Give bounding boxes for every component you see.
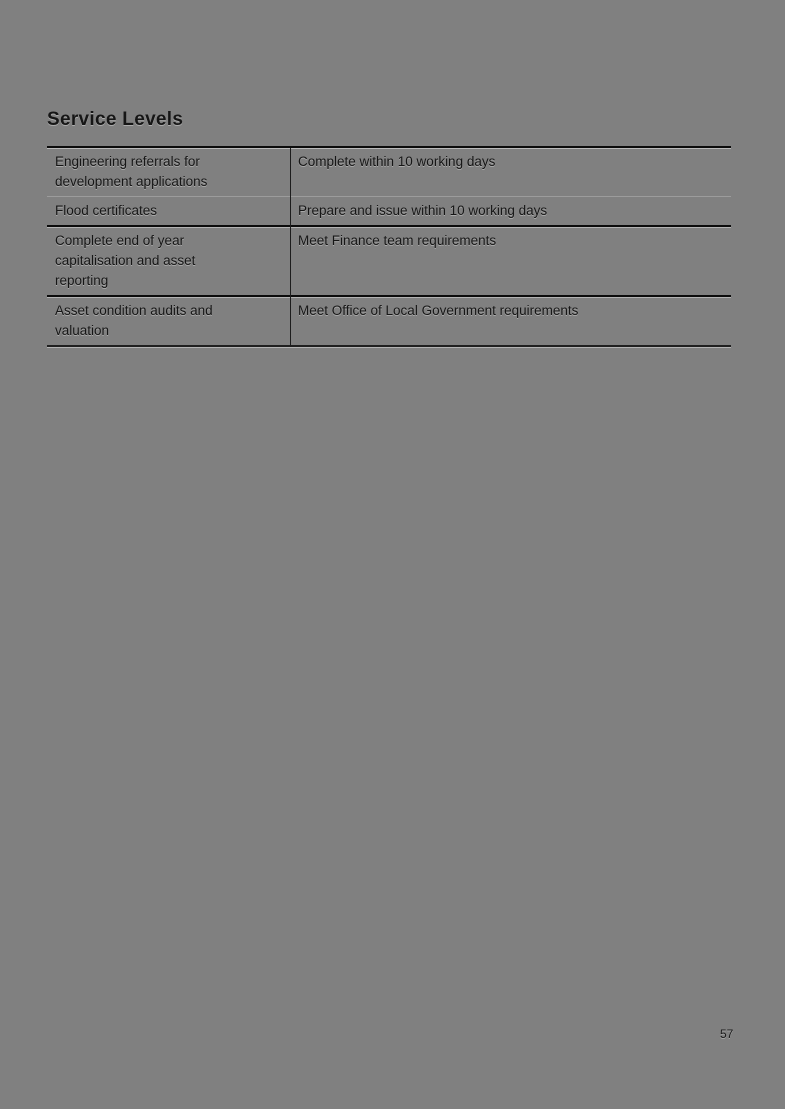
service-text: Complete end of year capitalisation and asset reporting <box>55 233 196 288</box>
service-levels-table <box>47 146 731 347</box>
service-cell <box>47 197 290 225</box>
table-row <box>47 297 731 347</box>
service-cell <box>47 297 290 345</box>
page-title: Service Levels <box>47 109 184 130</box>
level-cell: Meet Office of Local Government requirements <box>298 303 579 318</box>
table-row <box>47 197 731 227</box>
service-text: Asset condition audits and valuation <box>55 303 213 338</box>
level-cell: Complete within 10 working days <box>298 154 496 169</box>
column-divider <box>290 148 291 347</box>
level-cell: Prepare and issue within 10 working days <box>298 203 548 218</box>
service-text: Flood certificates <box>55 203 158 218</box>
service-cell <box>47 148 290 196</box>
table-row <box>47 227 731 297</box>
level-cell: Meet Finance team requirements <box>298 233 497 248</box>
page-number: 57 <box>720 1027 734 1041</box>
table-row <box>47 148 731 197</box>
service-cell <box>47 227 290 295</box>
service-text: Engineering referrals for development applications <box>55 154 208 189</box>
